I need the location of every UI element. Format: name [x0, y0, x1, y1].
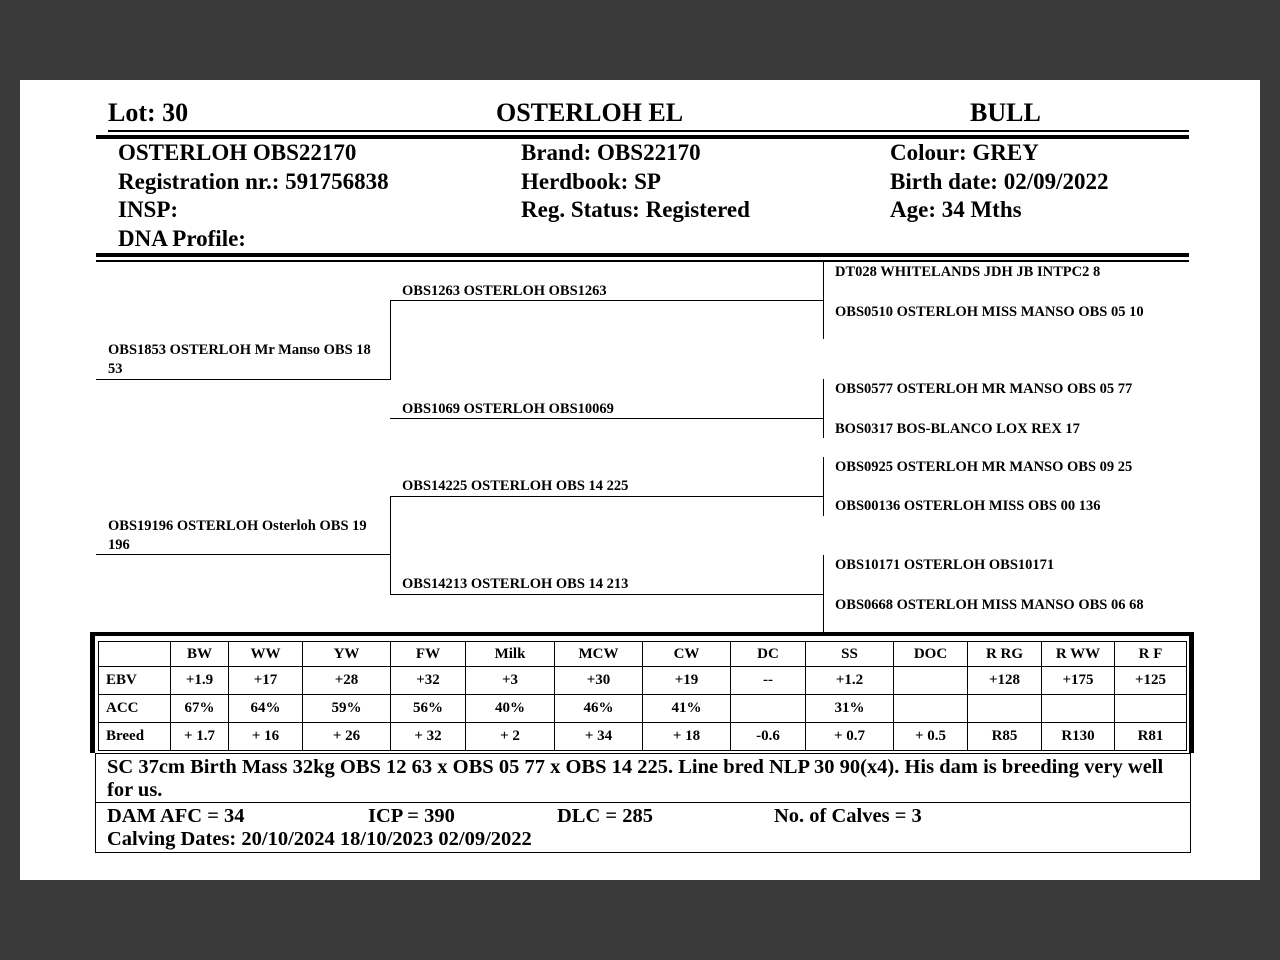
- pedigree-gg-1: DT028 WHITELANDS JDH JB INTPC2 8: [835, 264, 1101, 280]
- age: Age: 34 Mths: [890, 197, 1022, 222]
- lot-card: [20, 80, 1260, 880]
- colour: Colour: GREY: [890, 140, 1039, 165]
- pedigree-gg-8: OBS0668 OSTERLOH MISS MANSO OBS 06 68: [835, 597, 1144, 613]
- reg-status: Reg. Status: Registered: [521, 197, 750, 222]
- breed-row: Breed + 1.7 + 16 + 26 + 32 + 2 + 34 + 18 -0.6 + 0.7 + 0.5 R85 R130 R81: [99, 723, 1187, 751]
- ebv-row: EBV +1.9 +17 +28 +32 +3 +30 +19 -- +1.2 +128 +175 +125: [99, 667, 1187, 695]
- dam-afc: DAM AFC = 34: [107, 805, 245, 827]
- animal-type: BULL: [970, 98, 1041, 127]
- pedigree-gg-6: OBS00136 OSTERLOH MISS OBS 00 136: [835, 498, 1101, 514]
- pedigree-dam: OBS19196 OSTERLOH Osterloh OBS 19 196: [108, 518, 367, 553]
- dam-bracket: [390, 496, 391, 595]
- animal-id: OSTERLOH OBS22170: [118, 140, 357, 165]
- herdbook: Herdbook: SP: [521, 168, 661, 194]
- ebv-table: [98, 641, 1187, 751]
- comments-box: [95, 753, 1191, 804]
- dam-line: [96, 554, 391, 555]
- ebv-header-row: BW WW YW FW Milk MCW CW DC SS DOC R RG R WW R F: [99, 642, 1187, 667]
- info-rule-thick: [96, 253, 1189, 257]
- calving-dates: Calving Dates: 20/10/2024 18/10/2023 02/09/2022: [107, 828, 532, 850]
- info-rule-thin: [96, 260, 1189, 262]
- dlc: DLC = 285: [557, 805, 653, 827]
- lot-number: Lot: 30: [108, 98, 189, 127]
- pedigree-gg-2: OBS0510 OSTERLOH MISS MANSO OBS 05 10: [835, 304, 1144, 320]
- header-rule-thin: [108, 130, 1189, 132]
- pedigree-gg-3: OBS0577 OSTERLOH MR MANSO OBS 05 77: [835, 381, 1133, 397]
- info-column-1: [118, 139, 389, 253]
- pedigree-dam-sire: OBS14225 OSTERLOH OBS 14 225: [402, 478, 629, 494]
- registration-number: Registration nr.: 591756838: [118, 168, 389, 194]
- comments-text: SC 37cm Birth Mass 32kg OBS 12 63 x OBS 05 77 x OBS 14 225. Line bred NLP 30 90(x4). His dam is breeding very well for us.: [107, 756, 1164, 801]
- info-column-3: [890, 139, 1109, 225]
- icp: ICP = 390: [368, 805, 455, 827]
- birth-date: Birth date: 02/09/2022: [890, 168, 1109, 194]
- dna-profile: DNA Profile:: [118, 225, 246, 251]
- pedigree-sire-dam: OBS1069 OSTERLOH OBS10069: [402, 401, 614, 417]
- pedigree-gg-5: OBS0925 OSTERLOH MR MANSO OBS 09 25: [835, 459, 1133, 475]
- acc-row: ACC 67% 64% 59% 56% 40% 46% 41% 31%: [99, 695, 1187, 723]
- number-of-calves: No. of Calves = 3: [774, 805, 922, 827]
- pedigree-sire: OBS1853 OSTERLOH Mr Manso OBS 18 53: [108, 342, 371, 377]
- sire-line: [96, 379, 391, 380]
- pedigree-dam-dam: OBS14213 OSTERLOH OBS 14 213: [402, 576, 629, 592]
- pedigree-sire-sire: OBS1263 OSTERLOH OBS1263: [402, 283, 607, 299]
- insp: INSP:: [118, 197, 179, 222]
- sire-bracket: [390, 300, 391, 380]
- info-column-2: [521, 139, 750, 225]
- dam-stats-box: [95, 802, 1191, 853]
- ebv-top-rule: [90, 632, 1194, 636]
- brand: Brand: OBS22170: [521, 140, 701, 165]
- animal-name: OSTERLOH EL: [496, 98, 684, 127]
- pedigree-gg-4: BOS0317 BOS-BLANCO LOX REX 17: [835, 421, 1080, 437]
- pedigree-gg-7: OBS10171 OSTERLOH OBS10171: [835, 557, 1055, 573]
